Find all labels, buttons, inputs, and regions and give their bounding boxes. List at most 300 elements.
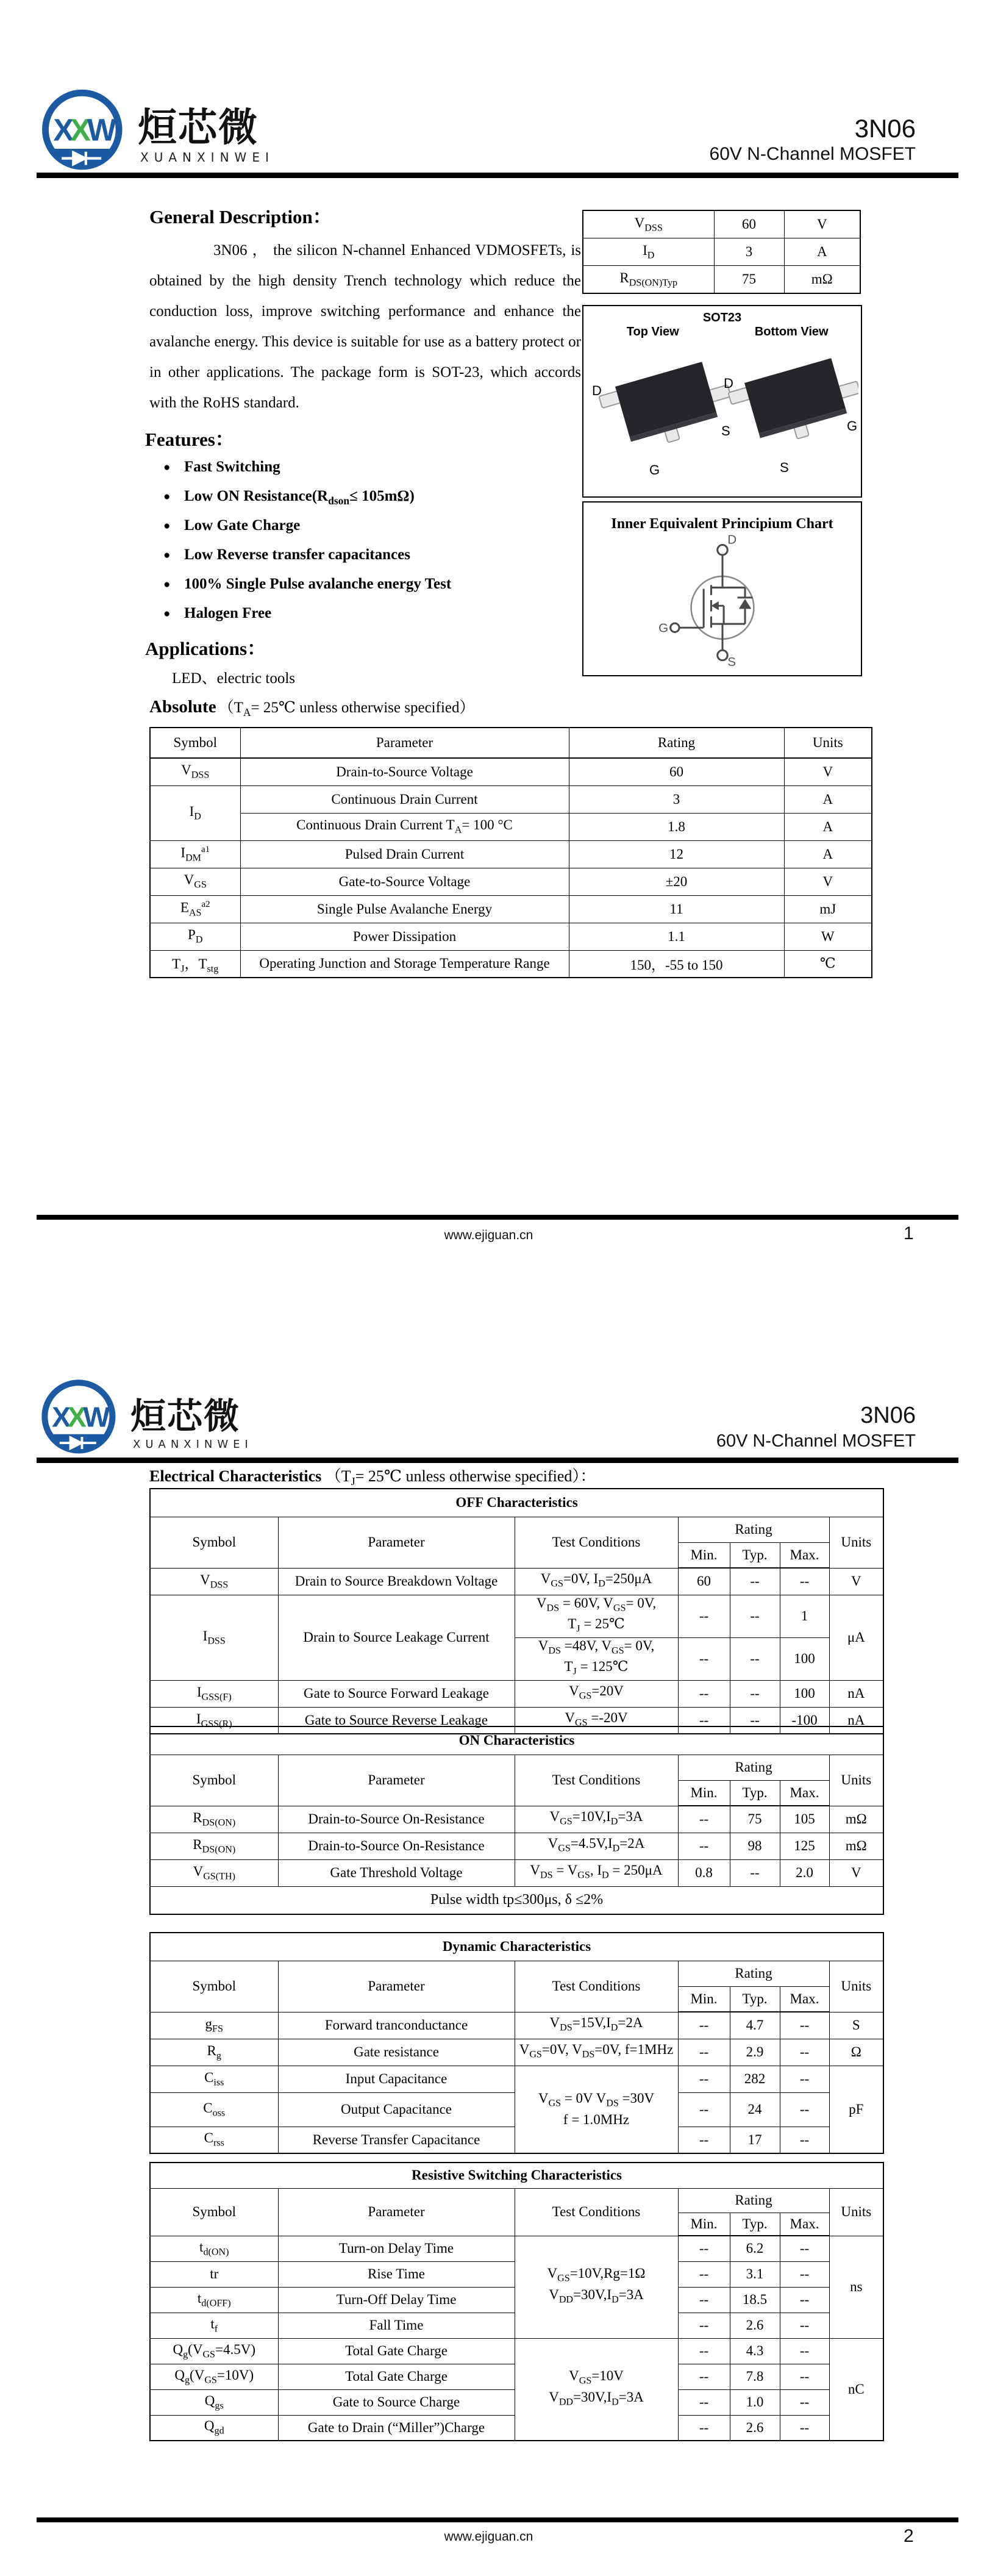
cell-unit: A xyxy=(784,238,860,266)
cell-rating: 1.1 xyxy=(569,923,784,950)
cell-min: -- xyxy=(678,2012,730,2039)
cell-parameter: Gate resistance xyxy=(278,2039,515,2066)
cell-typ: -- xyxy=(730,1568,780,1595)
cell-parameter: Turn-Off Delay Time xyxy=(278,2287,515,2313)
cell-symbol: $R_g$ xyxy=(150,2039,278,2066)
cell-units: ℃ xyxy=(784,950,872,978)
table-row xyxy=(150,868,872,895)
cell-min: -- xyxy=(678,2261,730,2287)
cell-units: V xyxy=(829,1568,883,1595)
package-title: SOT23 xyxy=(702,311,742,324)
electrical-characteristics-title xyxy=(149,1464,596,1488)
cell-min: -- xyxy=(678,2039,730,2066)
cell-max: -- xyxy=(780,2415,829,2441)
cell-symbol: $V_{GS(TH)}$ xyxy=(150,1859,278,1886)
cell-max: -- xyxy=(780,1568,829,1595)
brand-logo-block-p2 xyxy=(37,1376,253,1460)
part-number: 3N06 xyxy=(854,114,916,143)
table-row xyxy=(150,895,872,923)
col-header-rating: Rating xyxy=(678,2188,829,2213)
cell-typ: 2.6 xyxy=(730,2415,780,2441)
off-characteristics-table xyxy=(149,1488,884,1734)
cell-max: 1 xyxy=(780,1595,829,1637)
feature-text: Low Gate Charge xyxy=(184,517,301,534)
cell-units: Ω xyxy=(829,2039,883,2066)
dynamic-characteristics-table xyxy=(149,1932,884,2154)
col-header-units: Units xyxy=(829,1517,883,1568)
cell-min: -- xyxy=(678,1707,730,1734)
cell-symbol: tr xyxy=(150,2261,278,2287)
table-row xyxy=(150,1806,883,1833)
cell-parameter: Drain-to-Source On-Resistance xyxy=(278,1833,515,1859)
table-row xyxy=(150,923,872,950)
feature-item xyxy=(163,482,451,511)
cell-symbol: $V_{DSS}$ xyxy=(583,210,714,238)
feature-item xyxy=(163,570,451,599)
cell-min: -- xyxy=(678,1637,730,1680)
cell-test-conditions: $V_{GS}=10V$ $V_{DD}=30V,I_D=3A$ xyxy=(515,2338,678,2441)
cell-symbol: $R_{DS(ON)Typ}$ xyxy=(583,266,714,294)
bullet-icon: ● xyxy=(163,607,171,621)
section-title-row xyxy=(150,2163,883,2188)
company-name-en: XUANXINWEI xyxy=(133,1438,253,1451)
footer-url[interactable]: www.ejiguan.cn xyxy=(444,1228,533,1242)
cell-max: -- xyxy=(780,2261,829,2287)
cell-units: A xyxy=(784,813,872,840)
header-rule-p2 xyxy=(37,1458,958,1463)
col-header-test-conditions: Test Conditions xyxy=(515,1755,678,1806)
cell-min: -- xyxy=(678,2236,730,2261)
cell-min: -- xyxy=(678,1680,730,1707)
terminal-label-d: D xyxy=(727,534,736,547)
cell-max: 2.0 xyxy=(780,1859,829,1886)
cell-parameter: Continuous Drain Current xyxy=(240,785,569,813)
col-header-max: Max. xyxy=(780,1780,829,1806)
cell-symbol: $E_{AS}^{a2}$ xyxy=(150,895,240,923)
cell-rating: ±20 xyxy=(569,868,784,895)
cell-parameter: Input Capacitance xyxy=(278,2066,515,2092)
elec-title-condition: （$T_J=$ 25℃ unless otherwise specified）： xyxy=(325,1467,596,1488)
cell-parameter: Operating Junction and Storage Temperature Range xyxy=(240,950,569,978)
cell-units: V xyxy=(784,758,872,785)
cell-units: S xyxy=(829,2012,883,2039)
feature-item xyxy=(163,599,451,628)
cell-symbol: $R_{DS(ON)}$ xyxy=(150,1833,278,1859)
col-header-parameter: Parameter xyxy=(278,1755,515,1806)
package-bottom-view-label: Bottom View xyxy=(754,325,829,338)
col-header-test-conditions: Test Conditions xyxy=(515,1517,678,1568)
cell-units: nA xyxy=(829,1680,883,1707)
company-logo-icon xyxy=(37,1376,122,1460)
cell-max: -- xyxy=(780,2338,829,2364)
cell-parameter: Turn-on Delay Time xyxy=(278,2236,515,2261)
table-header-row xyxy=(150,2188,883,2213)
cell-unit: V xyxy=(784,210,860,238)
cell-units: A xyxy=(784,840,872,868)
col-header-rating: Rating xyxy=(678,1961,829,1986)
col-header-typ: Typ. xyxy=(730,1780,780,1806)
cell-symbol: $V_{GS}$ xyxy=(150,868,240,895)
col-header-max: Max. xyxy=(780,2213,829,2236)
cell-parameter: Gate-to-Source Voltage xyxy=(240,868,569,895)
cell-typ: 2.6 xyxy=(730,2313,780,2338)
table-row xyxy=(583,266,860,294)
col-header-test-conditions: Test Conditions xyxy=(515,2188,678,2236)
cell-test-conditions: $V_{GS} = 0V$ $V_{DS} =30V$ f = 1.0MHz xyxy=(515,2066,678,2153)
general-description-title: General Description： xyxy=(149,206,332,227)
cell-test-conditions: $V_{GS}=20V$ xyxy=(515,1680,678,1707)
feature-item xyxy=(163,540,451,570)
logo-initials: XXW xyxy=(53,112,113,148)
cell-min: -- xyxy=(678,2415,730,2441)
cell-symbol: $Q_{gd}$ xyxy=(150,2415,278,2441)
cell-max: 105 xyxy=(780,1806,829,1833)
cell-max: 125 xyxy=(780,1833,829,1859)
col-header-parameter: Parameter xyxy=(278,2188,515,2236)
cell-parameter: Drain to Source Leakage Current xyxy=(278,1595,515,1680)
col-header-rating: Rating xyxy=(678,1517,829,1542)
bullet-icon: ● xyxy=(163,578,171,592)
cell-symbol: $I_{GSS(R)}$ xyxy=(150,1707,278,1734)
company-name-cn: 烜芯微 xyxy=(130,1395,241,1437)
company-logo-icon xyxy=(37,85,129,177)
cell-test-conditions: $V_{GS}=10V,I_D=3A$ xyxy=(515,1806,678,1833)
section-title: Dynamic Characteristics xyxy=(150,1933,883,1961)
applications-text: LED、electric tools xyxy=(172,670,296,687)
cell-units: V xyxy=(829,1859,883,1886)
pulse-width-note: Pulse width tp≤300μs, δ ≤2% xyxy=(150,1886,883,1914)
on-characteristics-table xyxy=(149,1726,884,1915)
cell-symbol: $I_{GSS(F)}$ xyxy=(150,1680,278,1707)
company-name-cn: 烜芯微 xyxy=(138,106,259,151)
cell-parameter: Drain-to-Source On-Resistance xyxy=(278,1806,515,1833)
cell-rating: 1.8 xyxy=(569,813,784,840)
cell-max: -- xyxy=(780,2012,829,2039)
feature-text: Low Reverse transfer capacitances xyxy=(184,546,410,563)
features-title: Features： xyxy=(145,429,234,450)
col-header-symbol: Symbol xyxy=(150,1517,278,1568)
cell-parameter: Single Pulse Avalanche Energy xyxy=(240,895,569,923)
cell-max: -- xyxy=(780,2236,829,2261)
cell-parameter: Drain-to-Source Voltage xyxy=(240,758,569,785)
col-header-rating: Rating xyxy=(569,728,784,758)
col-header-parameter: Parameter xyxy=(278,1517,515,1568)
cell-symbol: $C_{oss}$ xyxy=(150,2092,278,2127)
cell-test-conditions: $V_{DS} = V_{GS}$, $I_D = 250\mu A$ xyxy=(515,1859,678,1886)
cell-test-conditions: $V_{GS} =-20V$ xyxy=(515,1707,678,1734)
equivalent-circuit-box xyxy=(582,501,862,676)
col-header-max: Max. xyxy=(780,1986,829,2012)
cell-rating: 12 xyxy=(569,840,784,868)
cell-typ: 18.5 xyxy=(730,2287,780,2313)
cell-typ: 4.7 xyxy=(730,2012,780,2039)
page-number-1: 1 xyxy=(904,1223,914,1243)
cell-parameter: Fall Time xyxy=(278,2313,515,2338)
col-header-min: Min. xyxy=(678,1986,730,2012)
cell-units: ns xyxy=(829,2236,883,2338)
cell-units: mΩ xyxy=(829,1806,883,1833)
general-description-text: 3N06 ， the silicon N-channel Enhanced VDMOSFETs, is obtained by the high density Trench technology which reduce the conduction loss, improve switching performance and enhance the avalanche energy. This device is suitable for use as a battery protect or in other applications. The package form is SOT-23, which accords with the RoHS standard. xyxy=(149,242,581,411)
col-header-min: Min. xyxy=(678,1780,730,1806)
absolute-title-bold: Absolute xyxy=(149,697,216,717)
section-title: ON Characteristics xyxy=(150,1726,883,1755)
table-row xyxy=(150,1595,883,1637)
table-row xyxy=(150,2012,883,2039)
table-row xyxy=(150,1568,883,1595)
cell-typ: 7.8 xyxy=(730,2364,780,2389)
cell-typ: 24 xyxy=(730,2092,780,2127)
cell-rating: 150，-55 to 150 xyxy=(569,950,784,978)
section-title: Resistive Switching Characteristics xyxy=(150,2163,883,2188)
cell-test-conditions: $V_{GS}=4.5V,I_D=2A$ xyxy=(515,1833,678,1859)
cell-parameter: Gate to Source Forward Leakage xyxy=(278,1680,515,1707)
table-row xyxy=(150,785,872,813)
feature-text: Fast Switching xyxy=(184,459,280,475)
terminal-label-s: S xyxy=(727,654,736,667)
header-right-p2 xyxy=(716,1401,916,1453)
cell-typ: 282 xyxy=(730,2066,780,2092)
cell-symbol: $I_{DSS}$ xyxy=(150,1595,278,1680)
cell-min: -- xyxy=(678,2066,730,2092)
table-row xyxy=(583,238,860,266)
table-row xyxy=(150,2338,883,2364)
cell-typ: -- xyxy=(730,1707,780,1734)
table-header-row xyxy=(150,1755,883,1780)
cell-min: -- xyxy=(678,1806,730,1833)
cell-parameter: Continuous Drain Current $T_A= 100$ °C xyxy=(240,813,569,840)
cell-max: -- xyxy=(780,2039,829,2066)
cell-units: nC xyxy=(829,2338,883,2441)
cell-min: -- xyxy=(678,1833,730,1859)
bullet-icon: ● xyxy=(163,520,171,533)
table-header-row xyxy=(150,1961,883,1986)
cell-symbol: $Q_g(V_{GS}=4.5V)$ xyxy=(150,2338,278,2364)
cell-parameter: Rise Time xyxy=(278,2261,515,2287)
cell-symbol: $V_{DSS}$ xyxy=(150,758,240,785)
cell-symbol: $I_D$ xyxy=(583,238,714,266)
feature-text: 100% Single Pulse avalanche energy Test xyxy=(184,576,452,592)
table-row xyxy=(150,1859,883,1886)
cell-max: 100 xyxy=(780,1680,829,1707)
terminal-label-g: G xyxy=(658,621,668,635)
footer-url[interactable]: www.ejiguan.cn xyxy=(444,2530,533,2544)
pin-label-d: D xyxy=(592,383,602,398)
section-title: OFF Characteristics xyxy=(150,1489,883,1517)
cell-rating: 11 xyxy=(569,895,784,923)
cell-value: 60 xyxy=(714,210,784,238)
cell-rating: 60 xyxy=(569,758,784,785)
cell-max: -- xyxy=(780,2127,829,2153)
cell-units: W xyxy=(784,923,872,950)
cell-parameter: Power Dissipation xyxy=(240,923,569,950)
col-header-symbol: Symbol xyxy=(150,1755,278,1806)
cell-typ: -- xyxy=(730,1859,780,1886)
col-header-units: Units xyxy=(829,1961,883,2012)
cell-symbol: $t_f$ xyxy=(150,2313,278,2338)
cell-units: pF xyxy=(829,2066,883,2153)
features-list xyxy=(163,453,451,628)
cell-symbol: $Q_g(V_{GS}=10V)$ xyxy=(150,2364,278,2389)
bullet-icon: ● xyxy=(163,461,171,474)
absolute-ratings-table xyxy=(149,727,872,978)
page-number-2: 2 xyxy=(904,2526,914,2546)
cell-parameter: Total Gate Charge xyxy=(278,2338,515,2364)
part-subtitle: 60V N-Channel MOSFET xyxy=(709,144,916,164)
cell-value: 3 xyxy=(714,238,784,266)
cell-parameter: Gate to Source Reverse Leakage xyxy=(278,1707,515,1734)
package-top-view-label: Top View xyxy=(626,325,679,338)
table-row xyxy=(150,1680,883,1707)
cell-min: -- xyxy=(678,2127,730,2153)
package-drawing xyxy=(583,339,858,492)
cell-symbol: $Q_{gs}$ xyxy=(150,2389,278,2415)
table-header-row xyxy=(150,728,872,758)
absolute-title-condition: （$T_A=$ 25℃ unless otherwise specified） xyxy=(218,699,475,718)
equivalent-circuit-title: Inner Equivalent Principium Chart xyxy=(611,516,833,532)
cell-min: -- xyxy=(678,2313,730,2338)
package-outline-box xyxy=(582,305,862,498)
cell-units: mJ xyxy=(784,895,872,923)
cell-test-conditions: $V_{DS} =48V$, $V_{GS}= 0V$, $T_J$ = 125℃ xyxy=(515,1637,678,1680)
cell-typ: 75 xyxy=(730,1806,780,1833)
col-header-max: Max. xyxy=(780,1542,829,1568)
cell-typ: -- xyxy=(730,1680,780,1707)
col-header-parameter: Parameter xyxy=(278,1961,515,2012)
table-row xyxy=(150,840,872,868)
cell-units: V xyxy=(784,868,872,895)
col-header-typ: Typ. xyxy=(730,1986,780,2012)
cell-typ: 6.2 xyxy=(730,2236,780,2261)
package-bottom-view-icon xyxy=(727,353,858,454)
cell-min: -- xyxy=(678,2338,730,2364)
cell-test-conditions: $V_{GS}=10V,Rg=1\Omega$ $V_{DD}=30V,I_D=3A$ xyxy=(515,2236,678,2338)
cell-min: 0.8 xyxy=(678,1859,730,1886)
cell-units: μA xyxy=(829,1595,883,1680)
cell-symbol: $C_{rss}$ xyxy=(150,2127,278,2153)
resistive-switching-table xyxy=(149,2162,884,2441)
table-header-row xyxy=(150,1517,883,1542)
cell-value: 75 xyxy=(714,266,784,294)
feature-item xyxy=(163,453,451,482)
elec-title-bold: Electrical Characteristics xyxy=(149,1467,322,1485)
cell-max: -- xyxy=(780,2389,829,2415)
applications-title: Applications： xyxy=(145,638,266,659)
part-number: 3N06 xyxy=(860,1403,916,1428)
cell-unit: mΩ xyxy=(784,266,860,294)
col-header-units: Units xyxy=(829,1755,883,1806)
pin-label-s: S xyxy=(780,460,789,475)
cell-symbol: $P_D$ xyxy=(150,923,240,950)
cell-min: -- xyxy=(678,2364,730,2389)
header-rule-p1 xyxy=(37,173,958,178)
cell-test-conditions: $V_{GS}=0V$, $V_{DS}=0V$, f=1MHz xyxy=(515,2039,678,2066)
col-header-symbol: Symbol xyxy=(150,2188,278,2236)
section-title-row xyxy=(150,1933,883,1961)
cell-symbol: $t_{d(OFF)}$ xyxy=(150,2287,278,2313)
cell-max: -100 xyxy=(780,1707,829,1734)
table-row xyxy=(150,2039,883,2066)
cell-symbol: $I_D$ xyxy=(150,785,240,840)
col-header-test-conditions: Test Conditions xyxy=(515,1961,678,2012)
cell-rating: 3 xyxy=(569,785,784,813)
body-diode xyxy=(738,599,751,609)
table-row xyxy=(583,210,860,238)
cell-symbol: $T_J$，$T_{stg}$ xyxy=(150,950,240,978)
cell-min: -- xyxy=(678,2389,730,2415)
cell-parameter: Total Gate Charge xyxy=(278,2364,515,2389)
cell-units: nA xyxy=(829,1707,883,1734)
cell-units: mΩ xyxy=(829,1833,883,1859)
col-header-symbol: Symbol xyxy=(150,1961,278,2012)
cell-max: 100 xyxy=(780,1637,829,1680)
pin-label-g: G xyxy=(649,462,660,478)
cell-units: A xyxy=(784,785,872,813)
cell-typ: -- xyxy=(730,1637,780,1680)
cell-test-conditions: $V_{DS}=15V,I_D=2A$ xyxy=(515,2012,678,2039)
table-row xyxy=(150,950,872,978)
col-header-min: Min. xyxy=(678,2213,730,2236)
footer-rule-p2 xyxy=(37,2517,958,2522)
cell-symbol: $t_{d(ON)}$ xyxy=(150,2236,278,2261)
table-row xyxy=(150,2236,883,2261)
logo-initials: XXW xyxy=(52,1401,107,1433)
col-header-typ: Typ. xyxy=(730,1542,780,1568)
cell-min: -- xyxy=(678,2092,730,2127)
cell-typ: -- xyxy=(730,1595,780,1637)
section-title-row xyxy=(150,1489,883,1517)
cell-max: -- xyxy=(780,2066,829,2092)
package-top-view-icon xyxy=(597,357,738,457)
cell-parameter: Reverse Transfer Capacitance xyxy=(278,2127,515,2153)
table-row xyxy=(150,758,872,785)
cell-parameter: Gate to Drain (“Miller”)Charge xyxy=(278,2415,515,2441)
cell-typ: 2.9 xyxy=(730,2039,780,2066)
feature-text: Halogen Free xyxy=(184,605,272,621)
cell-min: -- xyxy=(678,1595,730,1637)
col-header-symbol: Symbol xyxy=(150,728,240,758)
bullet-icon: ● xyxy=(163,490,171,504)
cell-typ: 98 xyxy=(730,1833,780,1859)
col-header-typ: Typ. xyxy=(730,2213,780,2236)
cell-max: -- xyxy=(780,2313,829,2338)
cell-symbol: $g_{FS}$ xyxy=(150,2012,278,2039)
pin-label-s: S xyxy=(721,423,730,438)
pin-label-g: G xyxy=(847,418,858,434)
cell-parameter: Gate Threshold Voltage xyxy=(278,1859,515,1886)
table-row xyxy=(150,2066,883,2092)
cell-typ: 17 xyxy=(730,2127,780,2153)
cell-parameter: Gate to Source Charge xyxy=(278,2389,515,2415)
cell-typ: 1.0 xyxy=(730,2389,780,2415)
cell-symbol: $V_{DSS}$ xyxy=(150,1568,278,1595)
cell-max: -- xyxy=(780,2287,829,2313)
mosfet-symbol-icon xyxy=(649,534,796,667)
table-row xyxy=(150,1833,883,1859)
col-header-rating: Rating xyxy=(678,1755,829,1780)
col-header-min: Min. xyxy=(678,1542,730,1568)
company-name-en: XUANXINWEI xyxy=(140,150,274,165)
section-title-row xyxy=(150,1726,883,1755)
cell-symbol: $R_{DS(ON)}$ xyxy=(150,1806,278,1833)
cell-max: -- xyxy=(780,2364,829,2389)
mosfet-arrow xyxy=(711,601,718,610)
cell-parameter: Output Capacitance xyxy=(278,2092,515,2127)
bullet-icon: ● xyxy=(163,549,171,562)
table-note-row xyxy=(150,1886,883,1914)
cell-typ: 3.1 xyxy=(730,2261,780,2287)
cell-test-conditions: $V_{DS} = 60V$, $V_{GS}= 0V$, $T_J$ = 25℃ xyxy=(515,1595,678,1637)
cell-typ: 4.3 xyxy=(730,2338,780,2364)
